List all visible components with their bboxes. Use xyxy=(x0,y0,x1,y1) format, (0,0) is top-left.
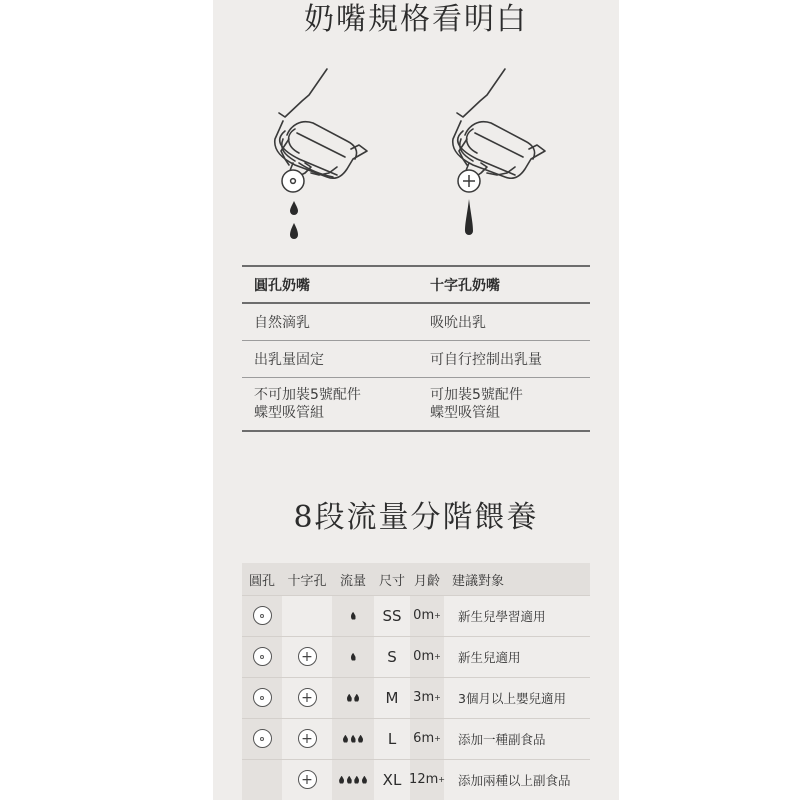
nipple-illustrations xyxy=(213,55,619,255)
header-flow: 流量 xyxy=(339,573,366,589)
header-round-hole: 圓孔奶嘴 xyxy=(254,277,310,294)
comparison-header-row xyxy=(242,267,590,302)
table-row xyxy=(242,718,590,759)
size-cell: L xyxy=(387,729,397,748)
milk-drop-icon xyxy=(347,776,352,784)
age-cell: 12m + xyxy=(409,772,445,787)
cell-line: 可加裝5號配件 xyxy=(430,387,523,403)
table-row xyxy=(242,341,590,377)
table-row xyxy=(242,304,590,340)
target-cell: 新生兒適用 xyxy=(458,649,521,665)
section-title-flow-stages: 8段流量分階餵養 xyxy=(293,500,539,535)
header-cross-hole: 十字孔奶嘴 xyxy=(430,277,500,294)
table-rule xyxy=(242,430,590,432)
cross-cell xyxy=(282,677,332,718)
flow-cell xyxy=(332,677,374,718)
cross-hole-icon: + xyxy=(298,647,317,666)
age-cell: 6m + xyxy=(413,731,441,746)
cross-hole-icon: + xyxy=(298,770,317,789)
size-cell: S xyxy=(387,647,397,666)
cross-cell xyxy=(282,636,332,677)
target-cell: 新生兒學習適用 xyxy=(458,608,546,624)
header-age: 月齡 xyxy=(413,573,440,589)
cross-cell xyxy=(282,759,332,800)
age-cell: 0m + xyxy=(413,649,441,664)
table-row xyxy=(242,759,590,800)
round-hole-icon xyxy=(253,729,272,748)
age-cell: 3m + xyxy=(413,690,441,705)
round-hole-icon xyxy=(253,606,272,625)
cross-hole-nipple-illustration xyxy=(453,69,545,181)
flow-cell xyxy=(332,636,374,677)
cross-cell xyxy=(282,718,332,759)
size-cell: SS xyxy=(382,606,402,625)
round-hole-icon xyxy=(282,170,304,192)
table-row xyxy=(242,677,590,718)
cross-cell xyxy=(282,595,332,636)
cell-cross xyxy=(430,386,590,422)
round-hole-icon xyxy=(253,688,272,707)
size-cell: XL xyxy=(382,770,402,789)
round-cell xyxy=(242,677,282,718)
target-cell: 3個月以上嬰兒適用 xyxy=(458,690,566,706)
table-row xyxy=(242,595,590,636)
milk-drop-icon xyxy=(351,735,356,743)
header-round: 圓孔 xyxy=(248,573,275,589)
target-cell: 添加兩種以上副食品 xyxy=(458,772,571,788)
milk-drop-icon xyxy=(351,653,356,661)
round-hole-nipple-illustration xyxy=(275,69,367,181)
milk-drop-icon xyxy=(339,776,344,784)
flow-cell xyxy=(332,759,374,800)
flow-stage-table xyxy=(242,563,590,800)
header-target: 建議對象 xyxy=(452,573,505,589)
header-cross: 十字孔 xyxy=(287,573,327,589)
milk-drop-icon xyxy=(358,735,363,743)
cell-round: 自然滴乳 xyxy=(254,315,310,331)
cell-line: 蝶型吸管組 xyxy=(430,405,500,421)
cross-hole-icon: + xyxy=(298,688,317,707)
cell-cross: 吸吮出乳 xyxy=(430,315,486,331)
milk-drop-icon xyxy=(347,694,352,702)
round-cell xyxy=(242,759,282,800)
nipple-comparison-table xyxy=(242,265,590,432)
cross-hole-icon: + xyxy=(298,729,317,748)
milk-drop-icon xyxy=(354,776,359,784)
size-cell: M xyxy=(385,688,399,707)
cell-line: 蝶型吸管組 xyxy=(254,405,324,421)
product-spec-panel xyxy=(213,0,619,800)
round-hole-icon xyxy=(253,647,272,666)
milk-stream-icon xyxy=(465,199,473,235)
milk-drop-icon xyxy=(354,694,359,702)
header-size: 尺寸 xyxy=(378,573,405,589)
milk-drop-icon xyxy=(362,776,367,784)
cross-hole-icon xyxy=(458,170,480,192)
cell-round: 出乳量固定 xyxy=(254,352,324,368)
round-cell xyxy=(242,595,282,636)
round-cell xyxy=(242,718,282,759)
milk-drop-icon xyxy=(351,612,356,620)
table-row xyxy=(242,378,590,430)
section-title-nipple-spec: 奶嘴規格看明白 xyxy=(304,2,528,37)
flow-cell xyxy=(332,595,374,636)
milk-drop-icon xyxy=(343,735,348,743)
table-row xyxy=(242,636,590,677)
age-cell: 0m + xyxy=(413,608,441,623)
cell-line: 不可加裝5號配件 xyxy=(254,387,361,403)
target-cell: 添加一種副食品 xyxy=(458,731,546,747)
cell-cross: 可自行控制出乳量 xyxy=(430,352,542,368)
round-cell xyxy=(242,636,282,677)
cell-round xyxy=(242,386,430,422)
milk-drop-icon xyxy=(290,201,298,239)
flow-cell xyxy=(332,718,374,759)
